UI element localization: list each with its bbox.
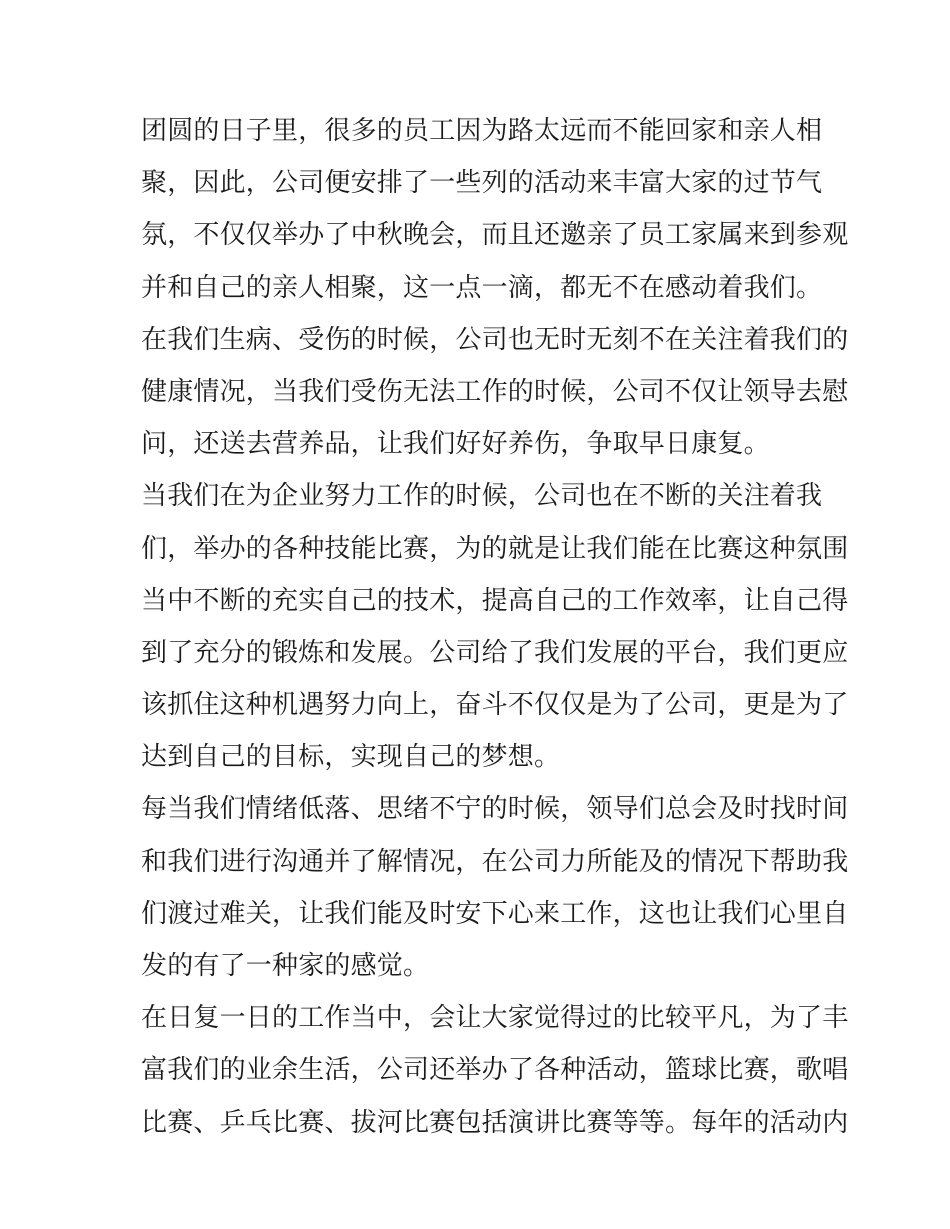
text-line: 团圆的日子里，很多的员工因为路太远而不能回家和亲人相 xyxy=(141,116,823,146)
text-line: 氛，不仅仅举办了中秋晚会，而且还邀亲了员工家属来到参观 xyxy=(141,220,849,251)
text-line: 在日复一日的工作当中，会让大家觉得过的比较平凡，为了丰 xyxy=(141,1003,849,1034)
text-line: 并和自己的亲人相聚，这一点一滴，都无不在感动着我们。 xyxy=(141,272,823,303)
text-line: 们，举办的各种技能比赛，为的就是让我们能在比赛这种氛围 xyxy=(141,533,849,564)
text-line: 发的有了一种家的感觉。 xyxy=(141,951,430,981)
text-line: 该抓住这种机遇努力向上，奋斗不仅仅是为了公司，更是为了 xyxy=(141,690,849,721)
text-line: 们渡过难关，让我们能及时安下心来工作，这也让我们心里自 xyxy=(141,898,849,929)
text-line: 在我们生病、受伤的时候，公司也无时无刻不在关注着我们的 xyxy=(141,324,849,355)
text-line: 当我们在为企业努力工作的时候，公司也在不断的关注着我 xyxy=(141,481,823,512)
document-body xyxy=(141,105,849,1149)
text-line: 比赛、乒乓比赛、拔河比赛包括演讲比赛等等。每年的活动内 xyxy=(141,1107,849,1138)
text-line: 聚，因此，公司便安排了一些列的活动来丰富大家的过节气 xyxy=(141,168,823,199)
text-line: 富我们的业余生活，公司还举办了各种活动，篮球比赛，歌唱 xyxy=(141,1055,849,1086)
text-line: 健康情况，当我们受伤无法工作的时候，公司不仅让领导去慰 xyxy=(141,376,849,407)
text-line: 每当我们情绪低落、思绪不宁的时候，领导们总会及时找时间 xyxy=(141,794,849,825)
text-line: 当中不断的充实自己的技术，提高自己的工作效率，让自己得 xyxy=(141,585,849,616)
text-line: 达到自己的目标，实现自己的梦想。 xyxy=(141,742,561,773)
text-line: 和我们进行沟通并了解情况，在公司力所能及的情况下帮助我 xyxy=(141,846,849,877)
text-line: 到了充分的锻炼和发展。公司给了我们发展的平台，我们更应 xyxy=(141,637,849,668)
text-line: 问，还送去营养品，让我们好好养伤，争取早日康复。 xyxy=(141,429,770,460)
